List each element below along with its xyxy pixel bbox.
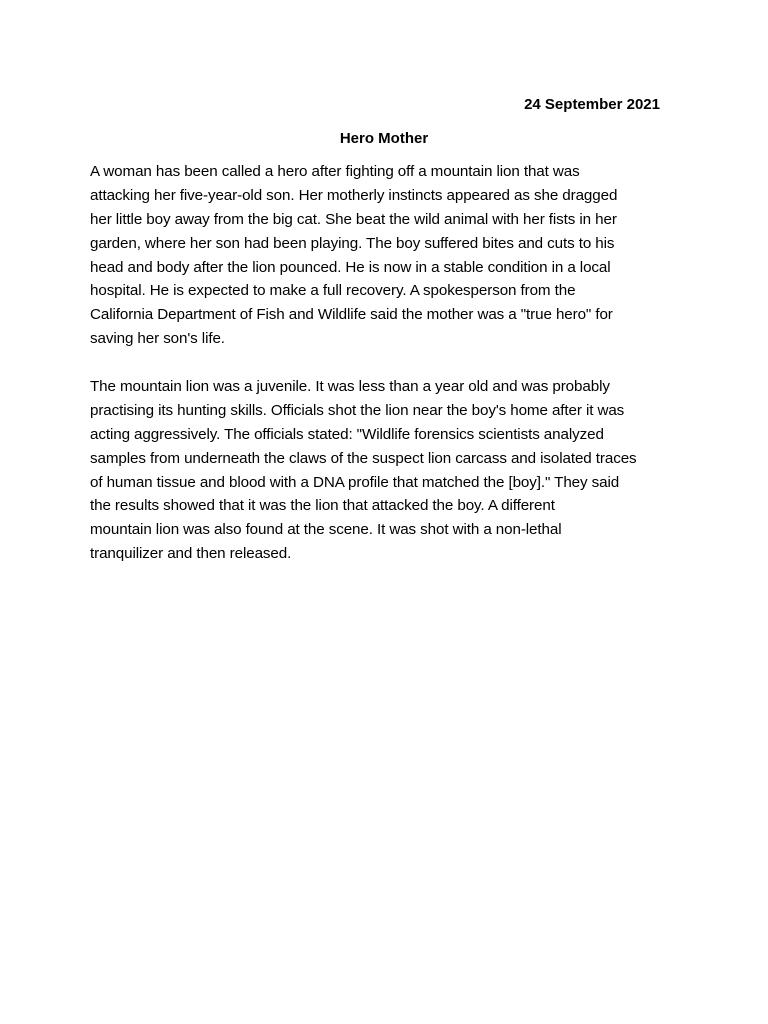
paragraph-1	[90, 160, 690, 351]
paragraph-line: garden, where her son had been playing. The boy suffered bites and cuts to his	[90, 234, 615, 252]
paragraph-2	[90, 375, 690, 566]
paragraph-line: her little boy away from the big cat. She beat the wild animal with her fists in her	[90, 210, 617, 228]
paragraph-line: of human tissue and blood with a DNA profile that matched the [boy]." They said	[90, 473, 620, 491]
paragraph-line: samples from underneath the claws of the suspect lion carcass and isolated traces	[90, 449, 637, 467]
paragraph-line: practising its hunting skills. Officials shot the lion near the boy's home after it was	[90, 401, 625, 419]
paragraph-line: A woman has been called a hero after fighting off a mountain lion that was	[90, 163, 580, 180]
paragraph-line: California Department of Fish and Wildlife said the mother was a "true hero" for	[90, 306, 613, 324]
paragraph-line: attacking her five-year-old son. Her motherly instincts appeared as she dragged	[90, 186, 618, 204]
paragraph-line: acting aggressively. The officials stated: "Wildlife forensics scientists analyzed	[90, 425, 604, 443]
paragraph-line: head and body after the lion pounced. He is now in a stable condition in a local	[90, 258, 611, 276]
paragraph-line: the results showed that it was the lion that attacked the boy. A different	[90, 497, 555, 515]
paragraph-line: mountain lion was also found at the scene. It was shot with a non-lethal	[90, 521, 562, 539]
paragraph-line: saving her son's life.	[90, 330, 225, 348]
document-date: 24 September 2021	[524, 96, 660, 113]
document-title: Hero Mother	[339, 130, 429, 147]
paragraph-line: tranquilizer and then released.	[90, 545, 292, 563]
paragraph-line: The mountain lion was a juvenile. It was less than a year old and was probably	[90, 378, 610, 395]
paragraph-line: hospital. He is expected to make a full recovery. A spokesperson from the	[90, 282, 576, 300]
